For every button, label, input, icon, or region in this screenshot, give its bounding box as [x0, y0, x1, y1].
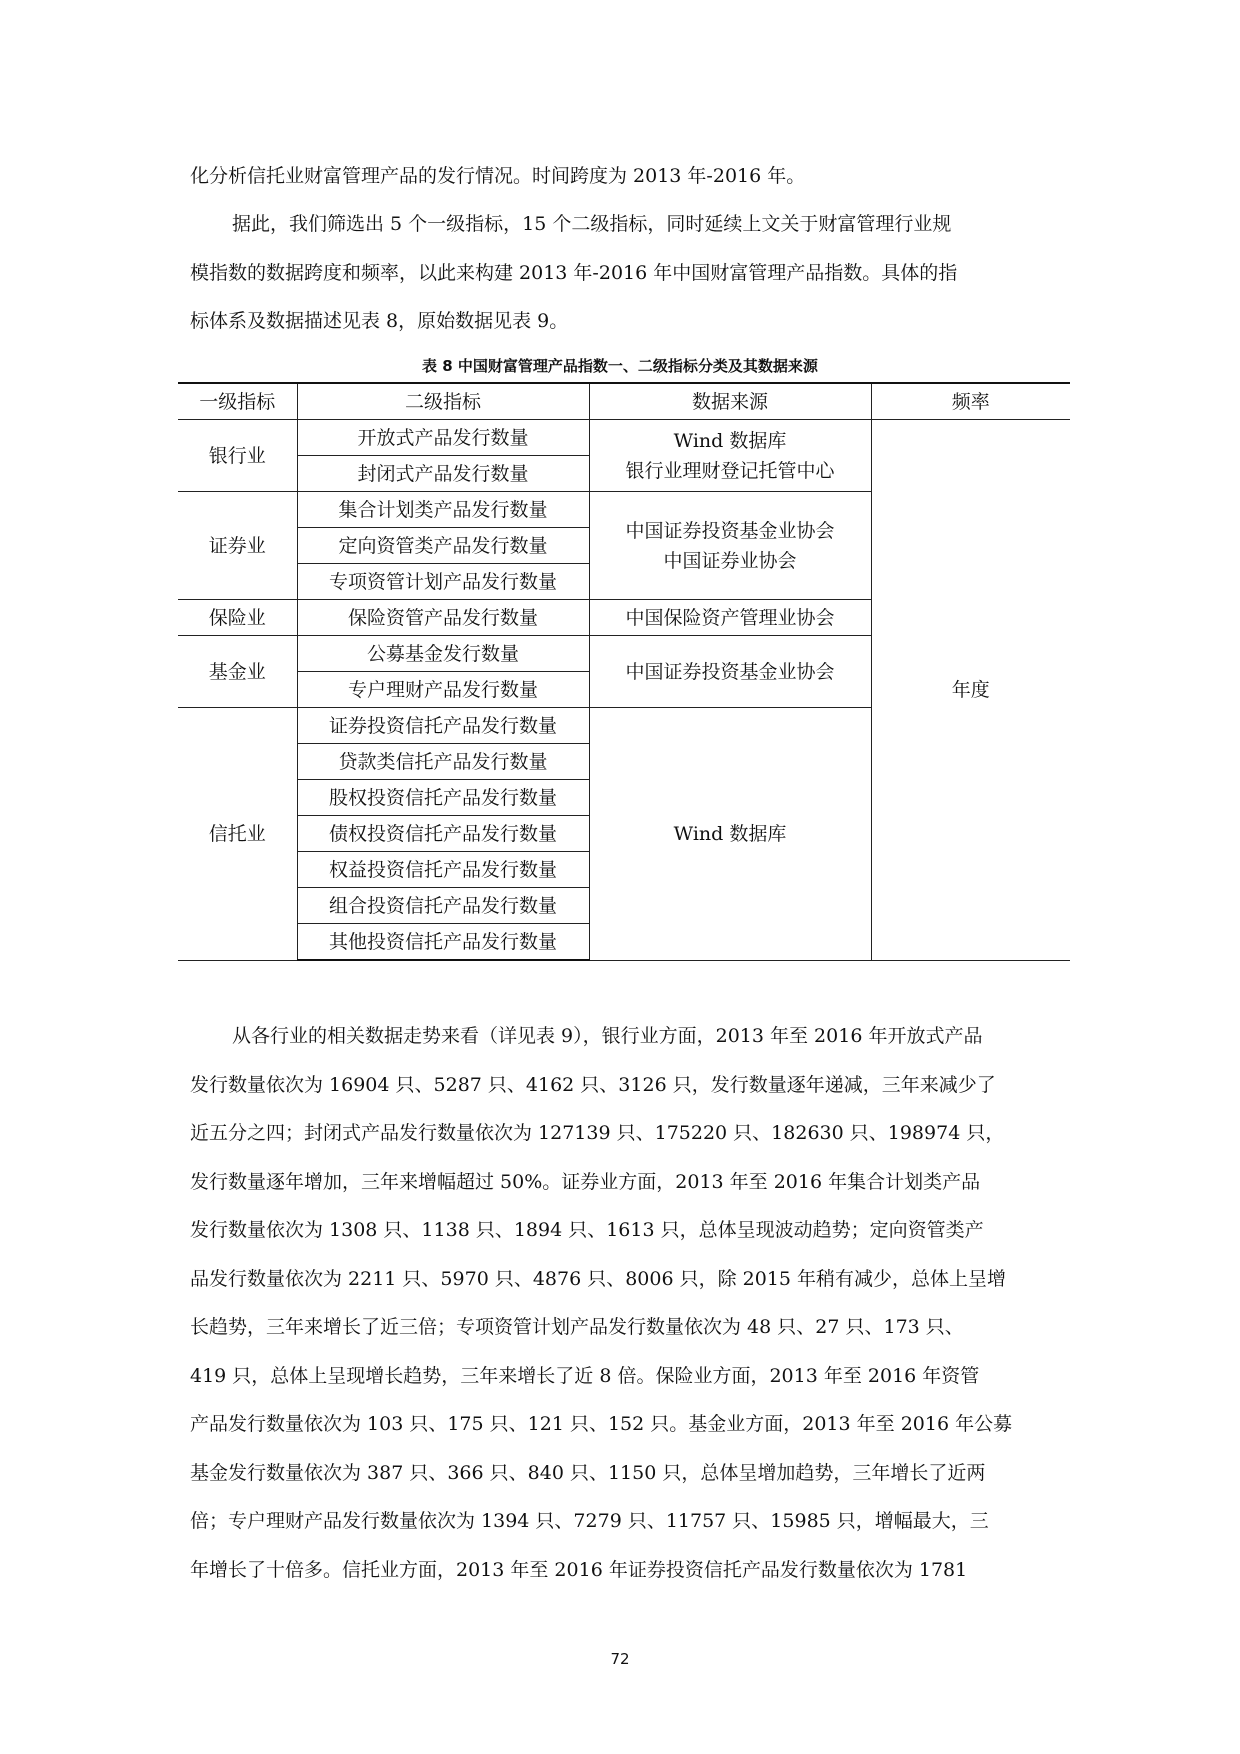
- text-line: 品发行数量依次为 2211 只、5970 只、4876 只、8006 只，除 2015 年稍有减少，总体上呈增: [190, 1267, 1007, 1290]
- text-line: 419 只，总体上呈现增长趋势，三年来增长了近 8 倍。保险业方面，2013 年至 2016 年资管: [190, 1364, 980, 1387]
- text-line: 据此，我们筛选出 5 个一级指标，15 个二级指标，同时延续上文关于财富管理行业规: [232, 213, 952, 235]
- paragraph-analysis: [190, 1012, 1060, 1594]
- paragraph-intro: [190, 152, 1060, 201]
- text-line: 近五分之四；封闭式产品发行数量依次为 127139 只、175220 只、182630 只、198974 只，: [190, 1122, 1005, 1144]
- category-cell: 证券业: [178, 492, 297, 600]
- text-line: 产品发行数量依次为 103 只、175 只、121 只、152 只。基金业方面，2013 年至 2016 年公募: [190, 1413, 1013, 1435]
- table-header-row: [178, 383, 1070, 420]
- category-cell: 信托业: [178, 708, 297, 961]
- text-line: 标体系及数据描述见表 8，原始数据见表 9。: [190, 310, 569, 332]
- text-line: 长趋势，三年来增长了近三倍；专项资管计划产品发行数量依次为 48 只、27 只、173 只、: [190, 1316, 964, 1338]
- header-cell: 一级指标: [178, 383, 297, 420]
- source-cell: 中国证券投资基金业协会: [589, 636, 871, 708]
- indicator-cell: 开放式产品发行数量: [297, 420, 589, 456]
- category-cell: 基金业: [178, 636, 297, 708]
- paragraph-indicators: [190, 200, 1060, 346]
- source-cell: [589, 420, 871, 492]
- table-caption: 表 8 中国财富管理产品指数一、二级指标分类及其数据来源: [422, 357, 818, 375]
- indicator-cell: 贷款类信托产品发行数量: [297, 744, 589, 780]
- text-line: 发行数量依次为 1308 只、1138 只、1894 只、1613 只，总体呈现波动趋势；定向资管类产: [190, 1219, 984, 1241]
- source-line: Wind 数据库: [673, 429, 787, 452]
- text-line: 发行数量逐年增加，三年来增幅超过 50%。证券业方面，2013 年至 2016 年集合计划类产品: [190, 1170, 981, 1193]
- indicator-cell: 集合计划类产品发行数量: [297, 492, 589, 528]
- frequency-cell: 年度: [871, 420, 1070, 961]
- indicator-cell: 债权投资信托产品发行数量: [297, 816, 589, 852]
- text-line: 倍；专户理财产品发行数量依次为 1394 只、7279 只、11757 只、15985 只，增幅最大，三: [190, 1510, 989, 1532]
- header-cell: 二级指标: [297, 383, 589, 420]
- source-line: 银行业理财登记托管中心: [625, 459, 835, 482]
- indicator-cell: 组合投资信托产品发行数量: [297, 888, 589, 924]
- indicator-cell: 保险资管产品发行数量: [297, 600, 589, 636]
- indicator-cell: 股权投资信托产品发行数量: [297, 780, 589, 816]
- indicator-cell: 其他投资信托产品发行数量: [297, 924, 589, 961]
- category-cell: 保险业: [178, 600, 297, 636]
- header-cell: 数据来源: [589, 383, 871, 420]
- text-line: 化分析信托业财富管理产品的发行情况。时间跨度为 2013 年-2016 年。: [190, 165, 806, 187]
- source-cell: 中国保险资产管理业协会: [589, 600, 871, 636]
- indicator-cell: 定向资管类产品发行数量: [297, 528, 589, 564]
- indicator-cell: 封闭式产品发行数量: [297, 456, 589, 492]
- text-line: 发行数量依次为 16904 只、5287 只、4162 只、3126 只，发行数量逐年递减，三年来减少了: [190, 1073, 996, 1096]
- text-line: 年增长了十倍多。信托业方面，2013 年至 2016 年证券投资信托产品发行数量依次为 1781: [190, 1558, 968, 1581]
- indicator-cell: 公募基金发行数量: [297, 636, 589, 672]
- text-line: 基金发行数量依次为 387 只、366 只、840 只、1150 只，总体呈增加趋势，三年增长了近两: [190, 1461, 986, 1484]
- header-cell: 频率: [871, 383, 1070, 420]
- source-line: 中国证券投资基金业协会: [625, 519, 835, 542]
- text-line: 模指数的数据跨度和频率，以此来构建 2013 年-2016 年中国财富管理产品指数。具体的指: [190, 261, 958, 284]
- indicator-cell: 专户理财产品发行数量: [297, 672, 589, 708]
- source-cell: [589, 492, 871, 600]
- text-line: 从各行业的相关数据走势来看（详见表 9），银行业方面，2013 年至 2016 年开放式产品: [232, 1025, 983, 1047]
- source-cell: Wind 数据库: [589, 708, 871, 961]
- indicator-cell: 专项资管计划产品发行数量: [297, 564, 589, 600]
- indicator-cell: 证券投资信托产品发行数量: [297, 708, 589, 744]
- indicator-cell: 权益投资信托产品发行数量: [297, 852, 589, 888]
- indicator-table: [178, 382, 1070, 961]
- page-number: 72: [610, 1650, 630, 1668]
- source-line: 中国证券业协会: [663, 549, 797, 572]
- table-row: [178, 420, 1070, 456]
- category-cell: 银行业: [178, 420, 297, 492]
